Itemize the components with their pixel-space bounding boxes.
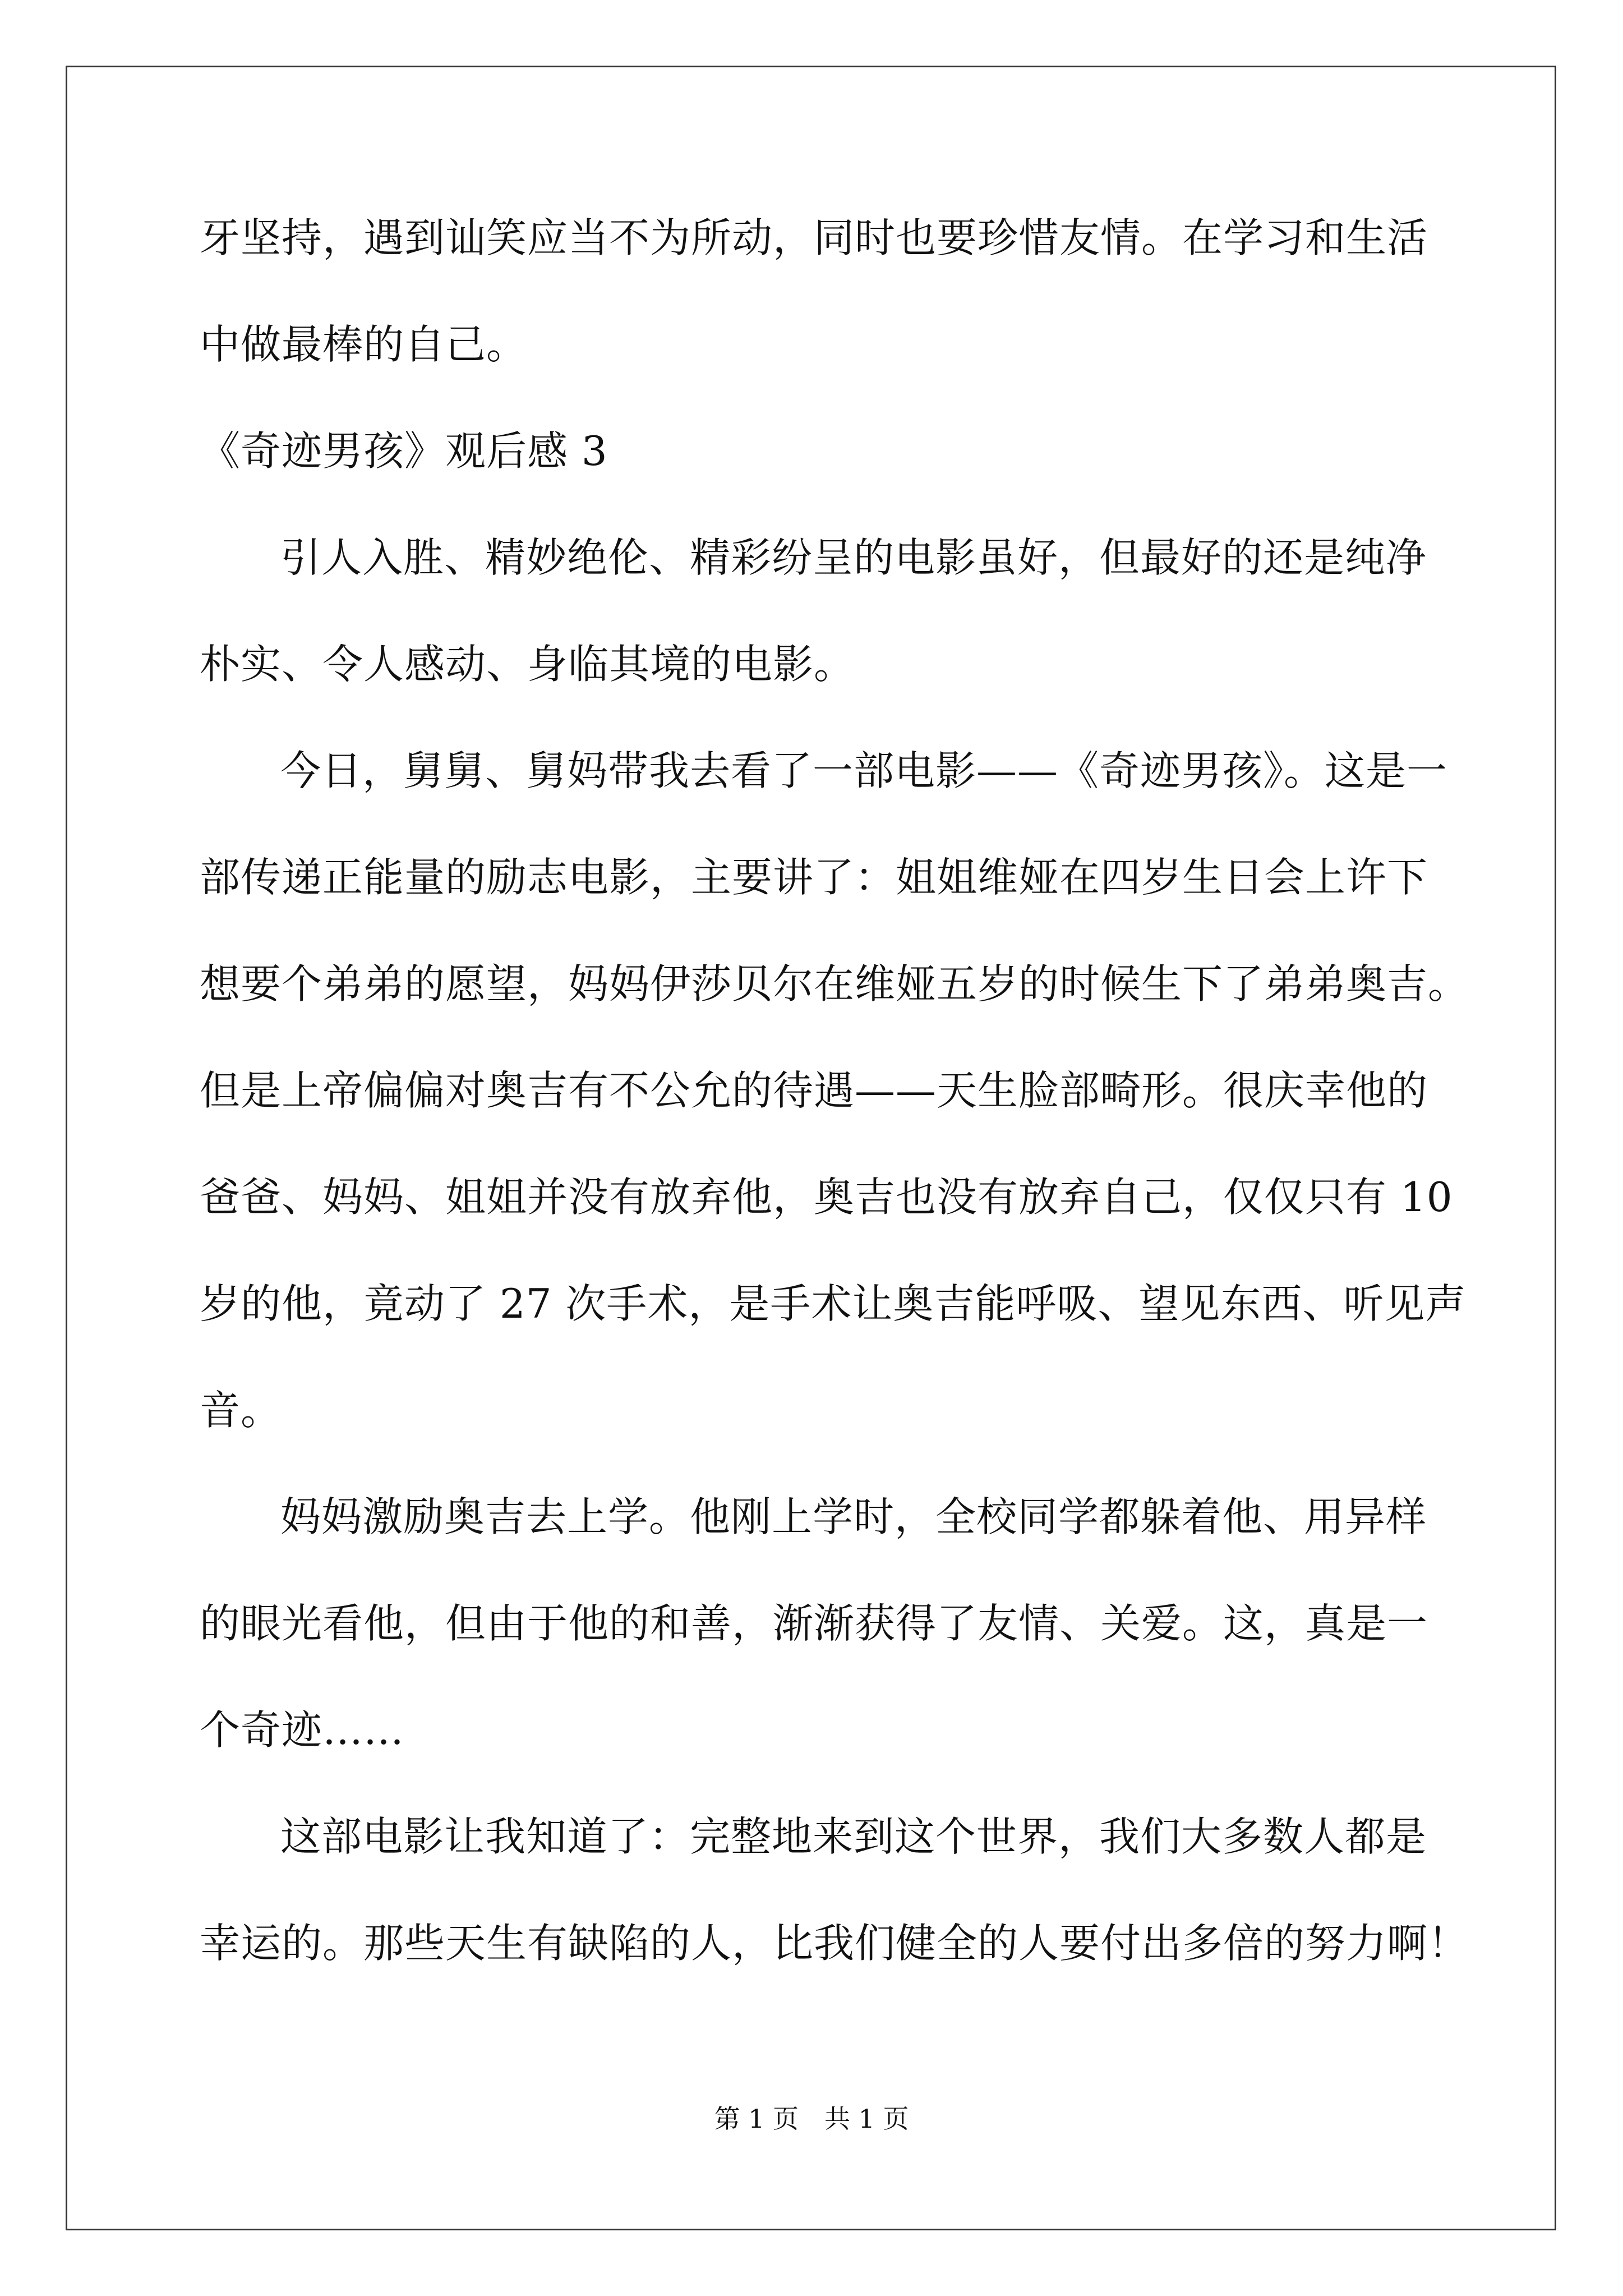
text-line: 部传递正能量的励志电影，主要讲了：姐姐维娅在四岁生日会上许下 <box>200 854 1428 901</box>
text-line: 的眼光看他，但由于他的和善，渐渐获得了友情、关爱。这，真是一 <box>200 1600 1428 1647</box>
paragraph-first-line: 这部电影让我知道了：完整地来到这个世界，我们大多数人都是 <box>280 1813 1427 1860</box>
text-line: 音。 <box>200 1387 282 1434</box>
section-heading: 《奇迹男孩》观后感 3 <box>200 427 608 475</box>
text-line: 朴实、令人感动、身临其境的电影。 <box>200 641 855 688</box>
page-number-footer: 第 1 页 共 1 页 <box>714 2104 909 2134</box>
text-line: 牙坚持，遇到讪笑应当不为所动，同时也要珍惜友情。在学习和生活 <box>200 214 1428 261</box>
text-line: 但是上帝偏偏对奥吉有不公允的待遇——天生脸部畸形。很庆幸他的 <box>200 1067 1428 1114</box>
text-line: 岁的他，竟动了 27 次手术，是手术让奥吉能呼吸、望见东西、听见声 <box>200 1280 1467 1327</box>
paragraph-first-line: 妈妈激励奥吉去上学。他刚上学时，全校同学都躲着他、用异样 <box>280 1493 1427 1540</box>
paragraph-first-line: 今日，舅舅、舅妈带我去看了一部电影——《奇迹男孩》。这是一 <box>280 747 1448 794</box>
paragraph-first-line: 引人入胜、精妙绝伦、精彩纷呈的电影虽好，但最好的还是纯净 <box>280 534 1427 581</box>
document-body <box>200 211 1469 1970</box>
text-line: 中做最棒的自己。 <box>200 321 528 368</box>
text-line: 个奇迹…… <box>200 1706 405 1754</box>
text-line: 想要个弟弟的愿望，妈妈伊莎贝尔在维娅五岁的时候生下了弟弟奥吉。 <box>200 960 1469 1007</box>
text-line: 幸运的。那些天生有缺陷的人，比我们健全的人要付出多倍的努力啊！ <box>200 1920 1469 1967</box>
text-line: 爸爸、妈妈、姐姐并没有放弃他，奥吉也没有放弃自己，仅仅只有 10 <box>200 1174 1453 1221</box>
